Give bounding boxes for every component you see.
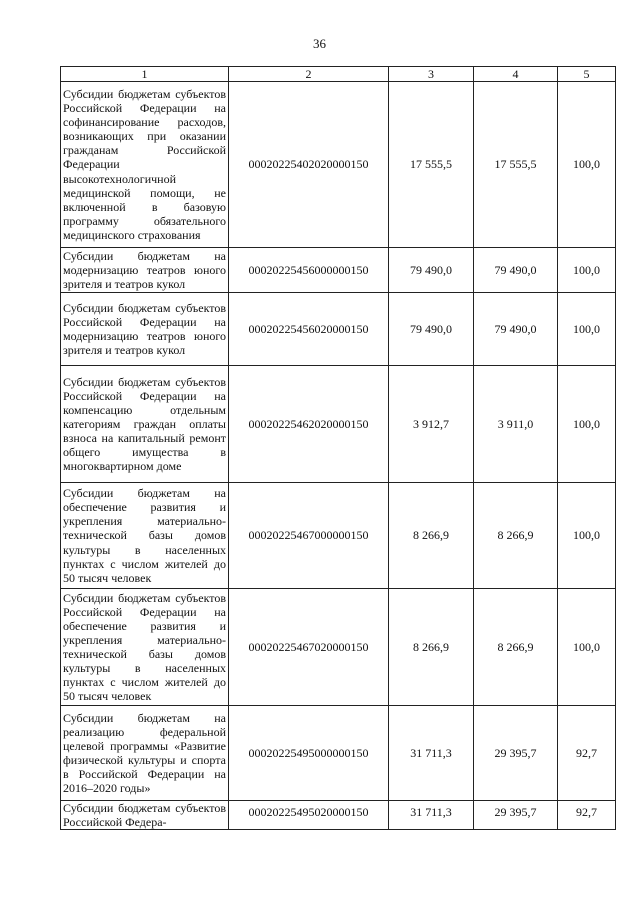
cell-code: 00020225462020000150 <box>229 366 389 483</box>
page-number: 36 <box>313 36 326 51</box>
cell-name: Субсидии бюджетам на реализацию федеральной целевой программы «Развитие физической культуры и спорта в Российской Федерации на 2016–2020 годы» <box>61 706 229 801</box>
cell-code: 00020225456000000150 <box>229 248 389 293</box>
cell-percent: 92,7 <box>558 801 616 830</box>
cell-percent: 100,0 <box>558 82 616 248</box>
column-header-code: 2 <box>229 67 389 82</box>
cell-executed: 29 395,7 <box>474 801 558 830</box>
cell-executed: 8 266,9 <box>474 589 558 706</box>
cell-percent: 100,0 <box>558 248 616 293</box>
cell-executed: 79 490,0 <box>474 248 558 293</box>
cell-name: Субсидии бюджетам субъектов Российской Федерации на софинансирование расходов, возникающих при оказании гражданам Российской Федерации высокотехнологичной медицинской помощи, не включенной в базовую программу обязательного медицинского страхования <box>61 82 229 248</box>
column-header-name: 1 <box>61 67 229 82</box>
header-row <box>61 67 616 82</box>
cell-code: 00020225467000000150 <box>229 483 389 589</box>
table-row <box>61 483 616 589</box>
cell-code: 00020225456020000150 <box>229 293 389 366</box>
cell-executed: 17 555,5 <box>474 82 558 248</box>
cell-name: Субсидии бюджетам субъектов Российской Федерации на обеспечение развития и укрепления материально-технической базы домов культуры в населенных пунктах с числом жителей до 50 тысяч человек <box>61 589 229 706</box>
cell-name: Субсидии бюджетам субъектов Российской Федерации на компенсацию отдельным категориям граждан оплаты взноса на капитальный ремонт общего имущества в многоквартирном доме <box>61 366 229 483</box>
cell-planned: 3 912,7 <box>389 366 474 483</box>
cell-percent: 100,0 <box>558 293 616 366</box>
cell-planned: 79 490,0 <box>389 293 474 366</box>
cell-name: Субсидии бюджетам субъектов Российской Федера- <box>61 801 229 830</box>
table-row <box>61 82 616 248</box>
table-row <box>61 366 616 483</box>
column-header-percent: 5 <box>558 67 616 82</box>
cell-executed: 3 911,0 <box>474 366 558 483</box>
cell-planned: 31 711,3 <box>389 706 474 801</box>
cell-code: 00020225402020000150 <box>229 82 389 248</box>
table-row <box>61 801 616 830</box>
cell-code: 00020225495000000150 <box>229 706 389 801</box>
cell-percent: 100,0 <box>558 589 616 706</box>
cell-code: 00020225495020000150 <box>229 801 389 830</box>
budget-table <box>60 66 616 830</box>
table-row <box>61 706 616 801</box>
cell-executed: 79 490,0 <box>474 293 558 366</box>
cell-percent: 100,0 <box>558 483 616 589</box>
cell-planned: 17 555,5 <box>389 82 474 248</box>
column-header-planned: 3 <box>389 67 474 82</box>
cell-planned: 79 490,0 <box>389 248 474 293</box>
cell-executed: 8 266,9 <box>474 483 558 589</box>
table-row <box>61 589 616 706</box>
cell-planned: 8 266,9 <box>389 483 474 589</box>
cell-name: Субсидии бюджетам на обеспечение развития и укрепления материально-технической базы домов культуры в населенных пунктах с числом жителей до 50 тысяч человек <box>61 483 229 589</box>
table-row <box>61 248 616 293</box>
cell-code: 00020225467020000150 <box>229 589 389 706</box>
cell-percent: 100,0 <box>558 366 616 483</box>
cell-executed: 29 395,7 <box>474 706 558 801</box>
cell-name: Субсидии бюджетам на модернизацию театров юного зрителя и театров кукол <box>61 248 229 293</box>
cell-name: Субсидии бюджетам субъектов Российской Федерации на модернизацию театров юного зрителя и театров кукол <box>61 293 229 366</box>
cell-planned: 8 266,9 <box>389 589 474 706</box>
table-row <box>61 293 616 366</box>
cell-percent: 92,7 <box>558 706 616 801</box>
column-header-executed: 4 <box>474 67 558 82</box>
cell-planned: 31 711,3 <box>389 801 474 830</box>
